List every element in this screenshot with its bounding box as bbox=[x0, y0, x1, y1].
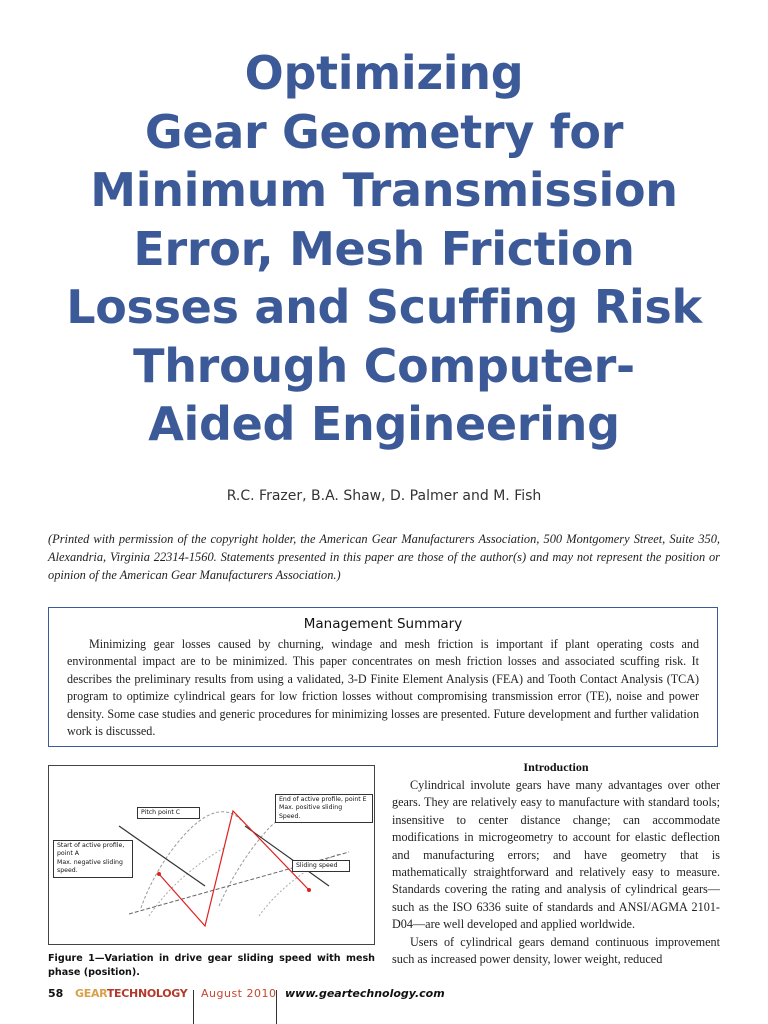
title-line: Through Computer- bbox=[133, 338, 635, 393]
intro-paragraph: Users of cylindrical gears demand continuous improvement such as increased power density, lower weight, reduced bbox=[392, 934, 720, 967]
end-point-marker bbox=[307, 888, 311, 892]
summary-text: Minimizing gear losses caused by churning, windage and mesh friction is important if plant operating costs and environmental impact are to be minimized. This paper concentrates on mesh friction losses and associated scuffing risk. It describes the preliminary results from using a validated, 3-D Finite Element Analysis (FEA) and Tooth Contact Analysis (TCA) program to optimize cylindrical gears for low friction losses without compromising transmission error (TE), noise and power density. Some case studies and generic procedures for minimizing losses are presented. Future development and further validation work is discussed. bbox=[67, 637, 699, 739]
title-line: Optimizing bbox=[244, 46, 524, 100]
gear-tooth-profile-right bbox=[219, 811, 319, 906]
author-list: R.C. Frazer, B.A. Shaw, D. Palmer and M. Fish bbox=[226, 488, 542, 504]
summary-heading: Management Summary bbox=[303, 616, 463, 632]
permission-note: (Printed with permission of the copyright holder, the American Gear Manufacturers Association, 500 Montgomery Street, Suite 350, Alexandria, Virginia 22314-1560. Statements presented in this paper are those of the author(s) and may not represent the position or opinion of the American Gear Manufacturers Association.) bbox=[48, 532, 720, 582]
logo-technology-text: TECHNOLOGY bbox=[106, 987, 188, 1000]
start-point-marker bbox=[157, 872, 161, 876]
logo-gear-text: GEAR bbox=[75, 987, 107, 1000]
website-link[interactable]: www.geartechnology.com bbox=[285, 987, 445, 1000]
page-number: 58 bbox=[48, 987, 64, 1000]
management-summary-box bbox=[48, 607, 718, 747]
profile-line-lower bbox=[245, 826, 329, 886]
article-title bbox=[20, 44, 748, 454]
title-line: Error, Mesh Friction bbox=[133, 221, 635, 276]
callout-sliding-speed: Sliding speed bbox=[292, 860, 350, 872]
title-line: Losses and Scuffing Risk bbox=[66, 280, 702, 334]
title-line: Gear Geometry for bbox=[144, 104, 624, 159]
magazine-logo bbox=[75, 987, 187, 1000]
introduction-body bbox=[392, 777, 720, 982]
page-footer bbox=[48, 987, 468, 1007]
callout-start-of-active-profile: Start of active profile, point A Max. negative sliding speed. bbox=[53, 840, 133, 878]
callout-end-of-active-profile: End of active profile, point E Max. positive sliding Speed. bbox=[275, 794, 373, 823]
gear-tooth-profile-left bbox=[141, 812, 241, 908]
title-line: Minimum Transmission bbox=[90, 163, 678, 217]
sliding-speed-line bbox=[159, 811, 309, 926]
callout-pitch-point: Pitch point C bbox=[137, 807, 200, 819]
figure-caption: Figure 1—Variation in drive gear sliding speed with mesh phase (position). bbox=[48, 953, 375, 978]
figure-1 bbox=[48, 765, 375, 945]
intro-paragraph: Cylindrical involute gears have many advantages over other gears. They are relatively easy to manufacture with standard tools; insensitive to center distance change; can accommodate modifications in microgeometry to account for elastic deflection and manufacturing errors; and have geometry that is mathematically straightforward and relatively easy to measure. Standards covering the rating and analysis of cylindrical gears—such as the ISO 6336 suite of standards and ANSI/AGMA 2101-D04—are well developed and applied worldwide. bbox=[392, 778, 720, 932]
issue-date: August 2010 bbox=[201, 987, 277, 1000]
footer-divider bbox=[193, 990, 194, 1024]
footer-divider bbox=[276, 990, 277, 1024]
title-line: Aided Engineering bbox=[148, 397, 620, 451]
introduction-heading: Introduction bbox=[523, 760, 589, 774]
